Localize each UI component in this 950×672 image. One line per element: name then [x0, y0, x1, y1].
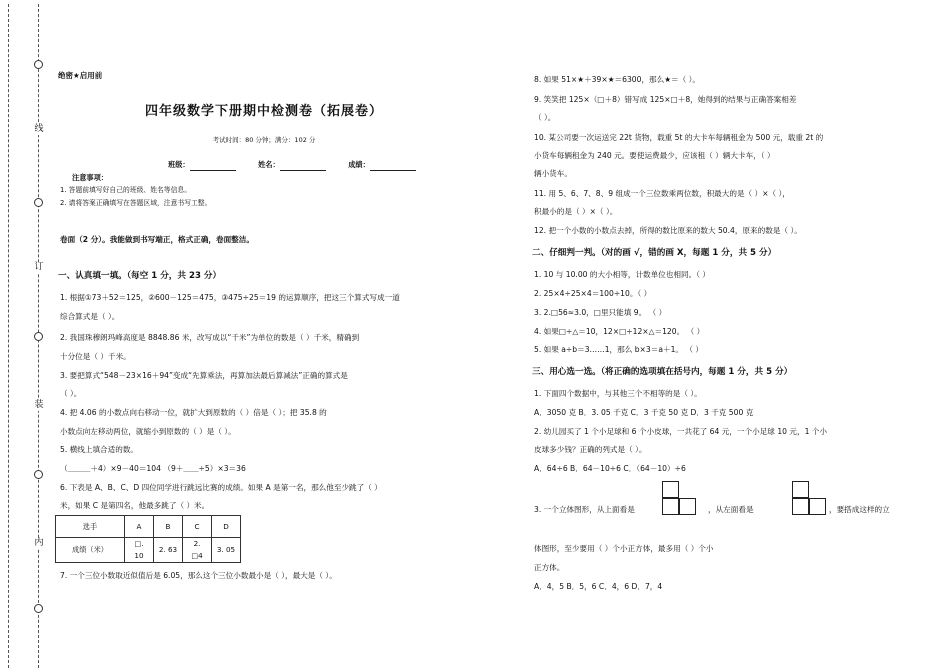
q3-line: （ ）。 — [60, 389, 82, 398]
long-jump-table — [55, 515, 241, 563]
table-cell: 选手 — [56, 516, 125, 538]
q2-line: 十分位是（ ）千米。 — [60, 352, 131, 361]
table-cell: 2. □4 — [183, 538, 212, 563]
q7-line: 7. 一个三位小数取近似值后是 6.05，那么这个三位小数最小是（ ），最大是（ ）。 — [60, 571, 337, 580]
binding-char-line: 线 — [34, 124, 44, 134]
name-label: 姓名： — [258, 160, 280, 169]
choice-question: 皮球多少钱？正确的列式是（ ）。 — [534, 445, 647, 454]
notice-title: 注意事项： — [72, 173, 108, 182]
q2-line: 2. 我国珠穆朗玛峰高度是 8848.86 米，改写成以“千米”为单位的数是（ ）千米，精确到 — [60, 333, 360, 342]
choice-options: A．3050 克 B．3. 05 千克 C．3 千克 50 克 D．3 千克 500 克 — [534, 408, 754, 417]
judge-item: 4. 如果□÷△＝10，12×□÷12×△＝120。 （ ） — [534, 327, 705, 336]
choice-question: 2. 幼儿园买了 1 个小足球和 6 个小皮球，一共花了 64 元，一个小足球 10 元，1 个小 — [534, 427, 828, 436]
q9-line: 9. 笑笑把 125×（□＋8）错写成 125×□＋8，她得到的结果与正确答案相差 — [534, 95, 797, 104]
table-row — [56, 516, 241, 538]
binding-hole — [34, 60, 43, 69]
notice-item: 1. 答题前填写好自己的班级、姓名等信息。 — [60, 186, 191, 194]
score-label: 成绩： — [348, 160, 370, 169]
section1-title: 一、认真填一填。（每空 1 分，共 23 分） — [58, 271, 222, 281]
judge-item: 3. 2.□56≈3.0，□里只能填 9。 （ ） — [534, 308, 667, 317]
q4-line: 4. 把 4.06 的小数点向右移动一位，就扩大到原数的（ ）倍是（ ）；把 35.8 的 — [60, 408, 327, 417]
q1-line: 综合算式是（ ）。 — [60, 312, 120, 321]
score-field[interactable] — [370, 161, 416, 171]
q5-line: 5. 横线上填合适的数。 — [60, 445, 139, 454]
class-field[interactable] — [190, 161, 236, 171]
choice-options: A．4，5 B．5，6 C．4，6 D．7，4 — [534, 582, 663, 591]
secret-label: 绝密★启用前 — [58, 71, 103, 80]
binding-char-inner: 内 — [34, 538, 44, 548]
student-info-fields — [168, 159, 436, 171]
q8-line: 8. 如果 51×★＋39×★＝6300，那么★＝（ ）。 — [534, 75, 701, 84]
neatness-note: 卷面（2 分）。我能做到书写端正，格式正确，卷面整洁。 — [60, 235, 254, 244]
table-cell: B — [154, 516, 183, 538]
section3-title: 三、用心选一选。（将正确的选项填在括号内，每题 1 分，共 5 分） — [532, 367, 793, 377]
cube-square — [679, 498, 696, 515]
cube-square — [662, 481, 679, 498]
q12-line: 12. 把一个小数的小数点去掉，所得的数比原来的数大 50.4，原来的数是（ ）。 — [534, 226, 802, 235]
binding-char-order: 订 — [34, 262, 44, 272]
binding-hole — [34, 604, 43, 613]
cube-square — [792, 481, 809, 498]
class-label: 班级： — [168, 160, 190, 169]
q3-line: 正方体。 — [534, 563, 565, 572]
q6-line: 米，如果 C 是第四名，他最多跳了（ ）米。 — [60, 501, 210, 510]
notice-item: 2. 请将答案正确填写在答题区域，注意书写工整。 — [60, 199, 212, 207]
table-row — [56, 538, 241, 563]
q4-line: 小数点向左移动两位，就缩小到原数的（ ）是（ ）。 — [60, 427, 236, 436]
q10-line: 10. 某公司要一次运送完 22t 货物，载重 5t 的大卡车每辆租金为 500 元，载重 2t 的 — [534, 133, 824, 142]
judge-item: 1. 10 与 10.00 的大小相等，计数单位也相同。（ ） — [534, 270, 711, 279]
q3-text-post: ，要搭成这样的立 — [829, 505, 890, 514]
binding-margin — [0, 0, 50, 672]
q1-line: 1. 根据①73＋52＝125，②600－125＝475，③475÷25＝19 的运算顺序，把这三个算式写成一道 — [60, 293, 400, 302]
q11-line: 积最小的是（ ）×（ ）。 — [534, 207, 618, 216]
q10-line: 辆小货车。 — [534, 169, 572, 178]
binding-hole — [34, 332, 43, 341]
section2-title: 二、仔细判一判。（对的画 √，错的画 X，每题 1 分，共 5 分） — [532, 248, 777, 258]
name-field[interactable] — [280, 161, 326, 171]
cube-square — [809, 498, 826, 515]
judge-item: 2. 25×4÷25×4＝100÷10。（ ） — [534, 289, 652, 298]
cube-square — [662, 498, 679, 515]
binding-hole — [34, 198, 43, 207]
table-cell: 2. 63 — [154, 538, 183, 563]
binding-dash-line-outer — [8, 4, 9, 668]
table-cell: C — [183, 516, 212, 538]
choice-options: A．64÷6 B．64－10÷6 C．（64－10）÷6 — [534, 464, 686, 473]
q3-line: 3. 要把算式“548－23×16＋94”变成“先算乘法，再算加法最后算减法”正确的算式是 — [60, 371, 348, 380]
table-cell: D — [212, 516, 241, 538]
table-cell: 3. 05 — [212, 538, 241, 563]
choice-question: 1. 下面四个数据中，与其他三个不相等的是（ ）。 — [534, 389, 702, 398]
binding-char-bind: 装 — [34, 400, 44, 410]
q3-text-mid: ，从左面看是 — [708, 505, 754, 514]
table-cell: 成绩（米） — [56, 538, 125, 563]
exam-info: 考试时间：80 分钟；满分：102 分 — [212, 136, 316, 144]
judge-item: 5. 如果 a÷b＝3……1，那么 b×3＝a＋1。 （ ） — [534, 345, 704, 354]
q10-line: 小货车每辆租金为 240 元。要使运费最少，应该租（ ）辆大卡车，（ ） — [534, 151, 775, 160]
q5-equations: （＿＿＿＋4）×9－40＝104 （9＋＿＿÷5）×3＝36 — [60, 464, 246, 473]
q3-line: 体图形，至少要用（ ）个小正方体，最多用（ ）个小 — [534, 544, 714, 553]
table-cell: □. 10 — [125, 538, 154, 563]
table-cell: A — [125, 516, 154, 538]
q6-line: 6. 下表是 A、B、C、D 四位同学进行跳远比赛的成绩。如果 A 是第一名，那么他至少跳了（ ） — [60, 483, 382, 492]
q11-line: 11. 用 5、6、7、8、9 组成一个三位数乘两位数，积最大的是（ ）×（ ）， — [534, 189, 790, 198]
q3-text-pre: 3. 一个立体图形，从上面看是 — [534, 505, 635, 514]
q9-line: （ ）。 — [534, 113, 556, 122]
page-title: 四年级数学下册期中检测卷（拓展卷） — [144, 104, 383, 119]
binding-hole — [34, 470, 43, 479]
cube-square — [792, 498, 809, 515]
